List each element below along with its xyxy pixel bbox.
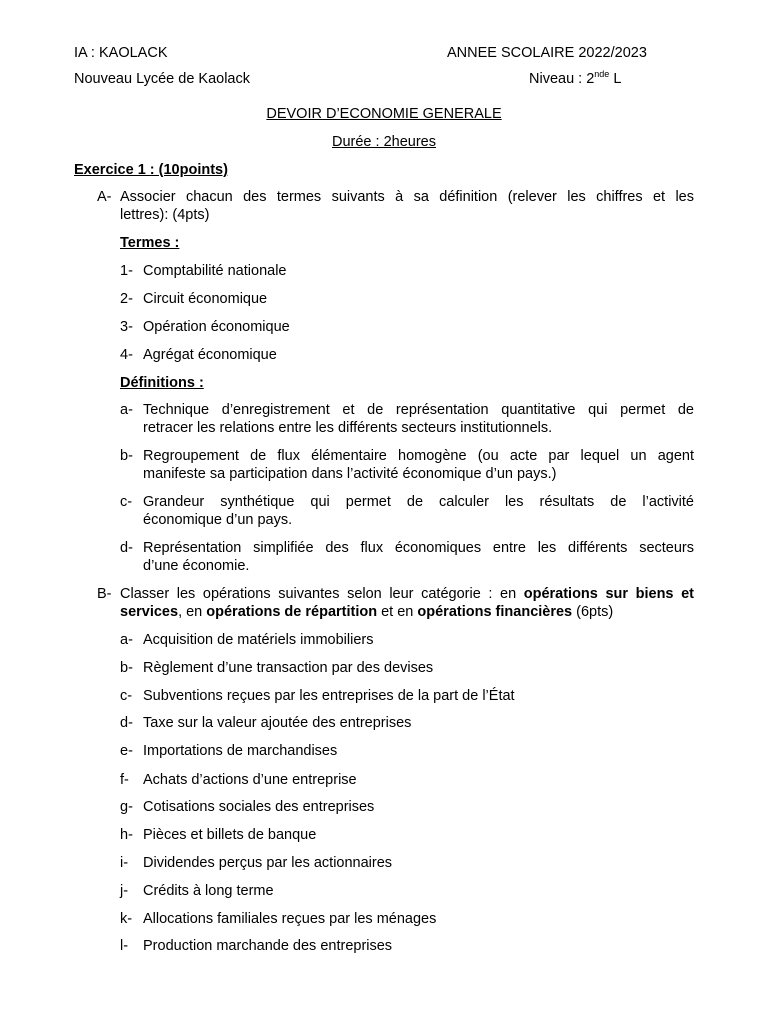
part-b-text: et en	[377, 604, 418, 620]
header-level-sup: nde	[594, 69, 610, 80]
operation-text: Règlement d’une transaction par des devises	[143, 660, 434, 676]
definition-line2: économique d’un pays.	[143, 512, 293, 528]
header-ia: IA : KAOLACK	[74, 45, 168, 61]
definition-letter: c-	[120, 494, 133, 510]
operation-letter: g-	[120, 799, 133, 815]
operation-letter: l-	[120, 938, 129, 954]
part-b-instruction-line2	[120, 603, 613, 621]
part-b-category-goods: opérations sur biens et	[523, 586, 694, 602]
term-text: Agrégat économique	[143, 347, 277, 363]
part-b-label: B-	[97, 586, 112, 602]
operation-text: Cotisations sociales des entreprises	[143, 799, 375, 815]
operation-text: Subventions reçues par les entreprises de la part de l’État	[143, 688, 515, 704]
definition-line1: Représentation simplifiée des flux économiques entre les différents secteurs	[143, 540, 694, 556]
term-number: 3-	[120, 319, 133, 335]
header-level-prefix: Niveau : 2	[529, 71, 595, 87]
term-text: Opération économique	[143, 319, 290, 335]
header-school-name: Nouveau Lycée de Kaolack	[74, 71, 250, 87]
part-a-label: A-	[97, 189, 112, 205]
definition-line1: Grandeur synthétique qui permet de calculer les résultats de l’activité	[143, 494, 694, 510]
definition-line2: d’une économie.	[143, 558, 250, 574]
operation-letter: b-	[120, 660, 133, 676]
term-number: 1-	[120, 263, 133, 279]
operation-letter: k-	[120, 911, 133, 927]
operation-letter: f-	[120, 772, 129, 788]
operation-text: Production marchande des entreprises	[143, 938, 393, 954]
part-b-category-services: services	[120, 604, 179, 620]
operation-text: Achats d’actions d’une entreprise	[143, 772, 357, 788]
operation-letter: c-	[120, 688, 133, 704]
definition-letter: d-	[120, 540, 133, 556]
header-level	[529, 70, 621, 88]
part-a-instruction-line1: Associer chacun des termes suivants à sa définition (relever les chiffres et les	[120, 189, 694, 205]
exam-duration: Durée : 2heures	[332, 134, 436, 150]
operation-text: Acquisition de matériels immobiliers	[143, 632, 374, 648]
header-level-suffix: L	[609, 71, 622, 87]
exercise-title: Exercice 1 : (10points)	[74, 162, 228, 178]
operation-letter: a-	[120, 632, 133, 648]
definition-line1: Regroupement de flux élémentaire homogène (ou acte par lequel un agent	[143, 448, 694, 464]
part-b-points: (6pts)	[572, 604, 614, 620]
definition-letter: b-	[120, 448, 133, 464]
part-b-category-financial: opérations financières	[417, 604, 573, 620]
definition-line2: retracer les relations entre les différents secteurs institutionnels.	[143, 420, 553, 436]
part-b-category-distribution: opérations de répartition	[206, 604, 378, 620]
operation-text: Dividendes perçus par les actionnaires	[143, 855, 393, 871]
operation-letter: j-	[120, 883, 129, 899]
term-text: Comptabilité nationale	[143, 263, 287, 279]
term-number: 2-	[120, 291, 133, 307]
header-school-year: ANNEE SCOLAIRE 2022/2023	[447, 45, 647, 61]
operation-letter: h-	[120, 827, 133, 843]
operation-text: Crédits à long terme	[143, 883, 274, 899]
exam-title: DEVOIR D’ECONOMIE GENERALE	[266, 106, 502, 122]
operation-text: Allocations familiales reçues par les ménages	[143, 911, 437, 927]
definition-line1: Technique d’enregistrement et de représentation quantitative qui permet de	[143, 402, 694, 418]
definition-line2: manifeste sa participation dans l’activité économique d’un pays.)	[143, 466, 557, 482]
part-a-instruction-line2: lettres): (4pts)	[120, 207, 210, 223]
operation-text: Importations de marchandises	[143, 743, 338, 759]
operation-letter: d-	[120, 715, 133, 731]
operation-text: Pièces et billets de banque	[143, 827, 317, 843]
operation-text: Taxe sur la valeur ajoutée des entreprises	[143, 715, 412, 731]
part-b-text: Classer les opérations suivantes selon leur catégorie : en	[120, 586, 524, 602]
operation-letter: e-	[120, 743, 133, 759]
part-b-instruction-line1	[120, 585, 694, 603]
term-text: Circuit économique	[143, 291, 268, 307]
definitions-heading: Définitions :	[120, 375, 204, 391]
definition-letter: a-	[120, 402, 133, 418]
terms-heading: Termes :	[120, 235, 180, 251]
part-b-text: , en	[178, 604, 207, 620]
operation-letter: i-	[120, 855, 129, 871]
term-number: 4-	[120, 347, 133, 363]
